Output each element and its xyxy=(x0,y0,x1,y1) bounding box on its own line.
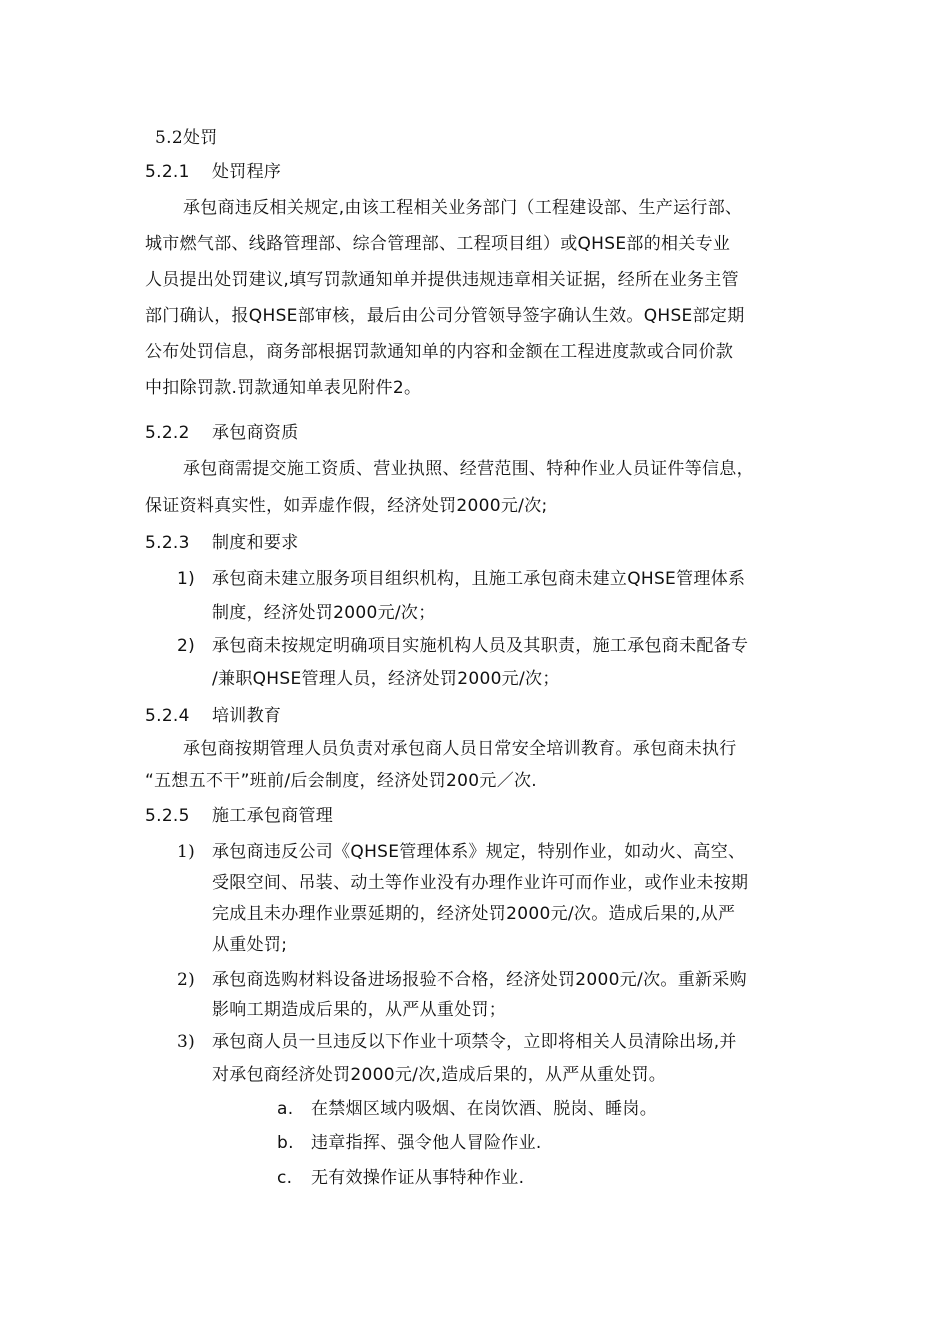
paragraph-line: 城市燃气部、线路管理部、综合管理部、工程项目组）或QHSE部的相关专业 xyxy=(145,234,731,254)
heading-title: 制度和要求 xyxy=(212,533,299,553)
list-item-line: 承包商未建立服务项目组织机构，且施工承包商未建立QHSE管理体系 xyxy=(212,569,746,589)
heading-title: 培训教育 xyxy=(212,706,282,726)
list-item-line: 完成且未办理作业票延期的，经济处罚2000元/次。造成后果的,从严 xyxy=(212,904,736,924)
list-item-line: 受限空间、吊装、动土等作业没有办理作业许可而作业，或作业未按期 xyxy=(212,873,749,893)
heading-title: 施工承包商管理 xyxy=(212,806,334,826)
paragraph-line: 公布处罚信息，商务部根据罚款通知单的内容和金额在工程进度款或合同价款 xyxy=(145,342,734,362)
list-item-line: 制度，经济处罚2000元/次； xyxy=(212,603,436,623)
paragraph-line: 承包商按期管理人员负责对承包商人员日常安全培训教育。承包商未执行 xyxy=(183,739,737,759)
section-title: 处罚 xyxy=(182,128,218,148)
heading-number: 5.2.2 xyxy=(145,423,190,443)
paragraph-line: 承包商需提交施工资质、营业执照、经营范围、特种作业人员证件等信息， xyxy=(183,459,754,479)
list-item-line: 承包商未按规定明确项目实施机构人员及其职责，施工承包商未配备专 xyxy=(212,636,749,656)
list-item-line: /兼职QHSE管理人员，经济处罚2000元/次； xyxy=(212,669,560,689)
list-item-line: 从重处罚; xyxy=(212,935,288,955)
sublist-item: 在禁烟区域内吸烟、在岗饮酒、脱岗、睡岗。 xyxy=(311,1099,657,1119)
list-marker: 2) xyxy=(177,636,196,656)
section-number: 5.2 xyxy=(155,128,183,148)
heading-title: 处罚程序 xyxy=(212,162,282,182)
paragraph-line: 中扣除罚款.罚款通知单表见附件2。 xyxy=(145,378,422,398)
sublist-marker: c. xyxy=(277,1168,293,1188)
list-item-line: 承包商违反公司《QHSE管理体系》规定，特别作业，如动火、高空、 xyxy=(212,842,746,862)
heading-number: 5.2.3 xyxy=(145,533,190,553)
heading-number: 5.2.5 xyxy=(145,806,190,826)
sublist-marker: b. xyxy=(277,1133,294,1153)
paragraph-line: 部门确认，报QHSE部审核，最后由公司分管领导签字确认生效。QHSE部定期 xyxy=(145,306,745,326)
heading-number: 5.2.1 xyxy=(145,162,190,182)
list-item-line: 承包商人员一旦违反以下作业十项禁令，立即将相关人员清除出场,并 xyxy=(212,1032,737,1052)
paragraph-line: 承包商违反相关规定,由该工程相关业务部门（工程建设部、生产运行部、 xyxy=(183,198,743,218)
sublist-item: 无有效操作证从事特种作业. xyxy=(311,1168,525,1188)
list-marker: 3) xyxy=(177,1032,196,1052)
list-item-line: 承包商选购材料设备进场报验不合格，经济处罚2000元/次。重新采购 xyxy=(212,970,747,990)
sublist-marker: a. xyxy=(277,1099,294,1119)
paragraph-line: 保证资料真实性，如弄虚作假，经济处罚2000元/次; xyxy=(145,496,548,516)
list-marker: 1) xyxy=(177,842,196,862)
paragraph-line: 人员提出处罚建议,填写罚款通知单并提供违规违章相关证据，经所在业务主管 xyxy=(145,270,739,290)
paragraph-line: “五想五不干”班前/后会制度，经济处罚200元／次. xyxy=(145,771,537,791)
list-item-line: 对承包商经济处罚2000元/次,造成后果的，从严从重处罚。 xyxy=(212,1065,667,1085)
heading-number: 5.2.4 xyxy=(145,706,190,726)
list-marker: 2) xyxy=(177,970,196,990)
list-marker: 1) xyxy=(177,569,196,589)
heading-title: 承包商资质 xyxy=(212,423,299,443)
list-item-line: 影响工期造成后果的，从严从重处罚； xyxy=(212,1000,507,1020)
section-heading xyxy=(155,126,218,150)
sublist-item: 违章指挥、强令他人冒险作业. xyxy=(311,1133,542,1153)
